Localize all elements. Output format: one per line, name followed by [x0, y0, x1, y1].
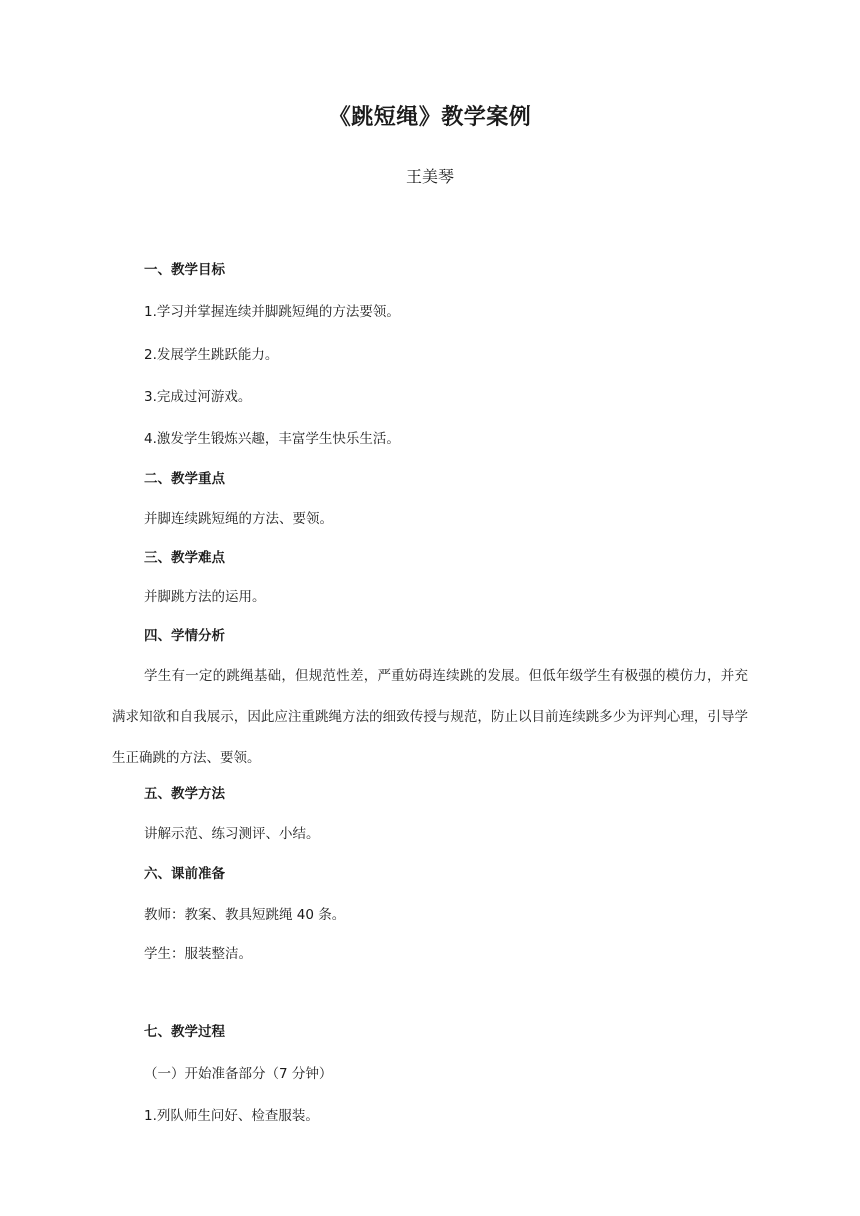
section-heading-difficulties: 三、教学难点: [144, 550, 225, 566]
section-heading-process: 七、教学过程: [144, 1024, 225, 1040]
document-author: 王美琴: [405, 167, 454, 186]
document-title: 《跳短绳》教学案例: [328, 105, 532, 130]
section-heading-key-points: 二、教学重点: [144, 471, 225, 487]
process-item-1: 1.列队师生问好、检查服装。: [144, 1108, 319, 1124]
key-points-text: 并脚连续跳短绳的方法、要领。: [144, 511, 333, 527]
objective-item-3: 3.完成过河游戏。: [144, 389, 252, 405]
objective-item-4: 4.激发学生锻炼兴趣，丰富学生快乐生活。: [144, 431, 400, 447]
section-heading-methods: 五、教学方法: [144, 786, 225, 802]
preparation-teacher: 教师：教案、教具短跳绳 40 条。: [144, 907, 346, 923]
process-subheading-1: （一）开始准备部分（7 分钟）: [144, 1066, 333, 1082]
difficulties-text: 并脚跳方法的运用。: [144, 589, 266, 605]
objective-item-2: 2.发展学生跳跃能力。: [144, 347, 279, 363]
objective-item-1: 1.学习并掌握连续并脚跳短绳的方法要领。: [144, 304, 400, 320]
section-heading-preparation: 六、课前准备: [144, 866, 225, 882]
analysis-paragraph: 学生有一定的跳绳基础，但规范性差，严重妨碍连续跳的发展。但低年级学生有极强的模仿力，并充满求知欲和自我展示，因此应注重跳绳方法的细致传授与规范，防止以目前连续跳多少为评判心理，引导学生正确跳的方法、要领。: [112, 668, 748, 766]
section-heading-analysis: 四、学情分析: [144, 628, 225, 644]
preparation-student: 学生：服装整洁。: [144, 946, 252, 962]
section-heading-objectives: 一、教学目标: [144, 262, 225, 278]
methods-text: 讲解示范、练习测评、小结。: [144, 826, 320, 842]
